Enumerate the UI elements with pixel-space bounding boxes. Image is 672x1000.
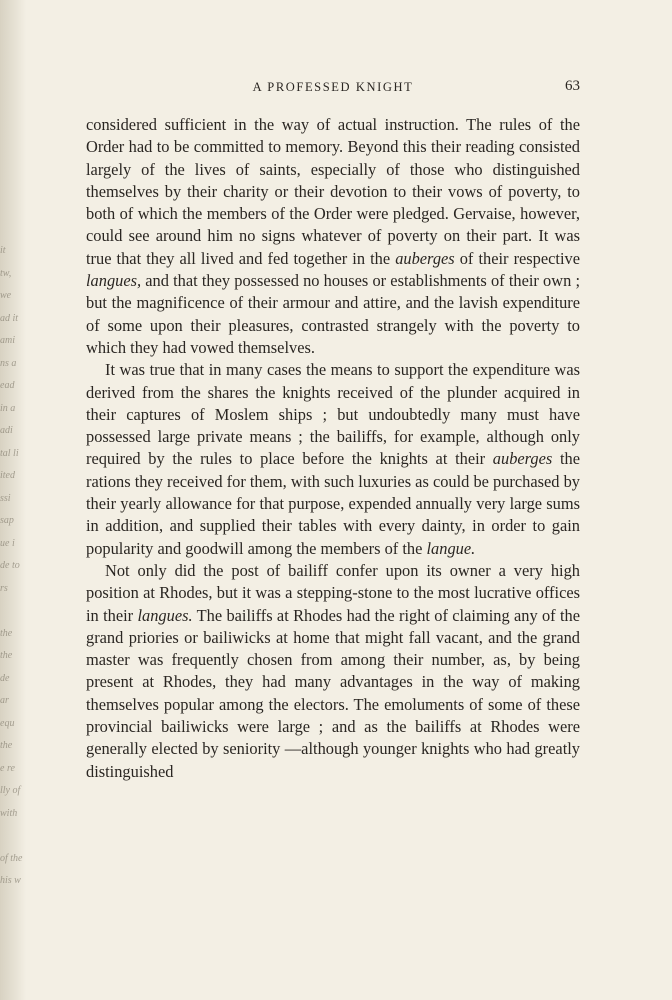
bleed-through-line: the: [0, 650, 13, 661]
bleed-through-line: the: [0, 740, 13, 751]
paragraph: [86, 114, 580, 359]
bleed-through-line: his w: [0, 875, 21, 886]
bleed-through-line: adi: [0, 425, 13, 436]
bleed-through-line: we: [0, 290, 12, 301]
bleed-through-line: ssi: [0, 492, 11, 504]
italic-term: auberges: [492, 449, 553, 469]
text-run: considered sufficient in the way of actual instruction. The rules of the Order had to be committed to memory. Beyond this their reading consisted largely of the lives of saints, especially of those who distinguished themselves by their charity or their devotion to their vows of poverty, to both of which the members of the Order were pledged. Gervaise, however, could see around him no signs whatever of poverty on their part. It was true that they all lived and fed together in the: [86, 115, 580, 268]
page-header: [86, 78, 580, 98]
italic-term: auberges: [395, 248, 455, 268]
bleed-through-line: [0, 825, 30, 848]
bleed-through-line: ar: [0, 695, 9, 706]
bleed-through-text: [0, 240, 30, 893]
text-run: It was true that in many cases the means to support the expenditure was derived from the shares the knights received of the plunder acquired in their captures of Moslem ships ; but undoubtedly many must have possessed large private means ; the bailiffs, for example, although only required by the rules to place before the knights at their: [86, 360, 580, 469]
bleed-through-line: e re: [0, 762, 15, 774]
running-title: A PROFESSED KNIGHT: [252, 80, 414, 94]
italic-term: langue.: [426, 538, 476, 558]
bleed-through-line: sap: [0, 515, 14, 526]
bleed-through-line: of the: [0, 852, 23, 864]
text-run: of their respective: [454, 248, 580, 268]
bleed-through-line: de: [0, 672, 10, 684]
paragraph: [86, 359, 580, 560]
text-run: and that they possessed no houses or establishments of their own ; but the magnificence of their armour and attire, and the lavish expenditure of some upon their pleasures, contrasted strangely with the poverty to which they had vowed themselves.: [86, 271, 580, 357]
bleed-through-line: the: [0, 627, 13, 639]
bleed-through-line: lly of: [0, 785, 21, 796]
bleed-through-line: in a: [0, 402, 16, 414]
bleed-through-line: equ: [0, 717, 15, 729]
body-text: [86, 114, 580, 783]
italic-term: langues,: [86, 271, 142, 291]
bleed-through-line: ead: [0, 380, 15, 391]
text-run: the rations they received for them, with such luxuries as could be purchased by their yearly allowance for that purpose, expended annually very large sums in addition, and supplied their tables with every dainty, in order to gain popularity and goodwill among the members of the: [86, 449, 580, 558]
bleed-through-line: ns a: [0, 357, 17, 369]
bleed-through-line: [0, 600, 30, 623]
bleed-through-line: ami: [0, 335, 15, 346]
bleed-through-line: ue i: [0, 537, 15, 549]
bleed-through-line: it: [0, 245, 6, 256]
bleed-through-line: tal li: [0, 447, 19, 459]
paragraph: [86, 560, 580, 783]
bleed-through-line: ad it: [0, 312, 19, 324]
page-number: 63: [565, 78, 580, 94]
bleed-through-line: with: [0, 807, 18, 819]
text-run: The bailiffs at Rhodes had the right of claiming any of the grand priories or bailiwicks at home that might fall vacant, and the grand master was frequently chosen from among their number, as, by being present at Rhodes, they had many advantages in the way of making themselves popular among the electors. The emoluments of some of these provincial bailiwicks were large ; and as the bailiffs at Rhodes were generally elected by seniority —although younger knights who had greatly distinguished: [86, 605, 581, 781]
text-run: Not only did the post of bailiff confer upon its owner a very high position at Rhodes, but it was a stepping-stone to the most lucrative offices in their: [86, 560, 580, 625]
bleed-through-line: rs: [0, 582, 8, 594]
italic-term: langues.: [137, 605, 193, 625]
bleed-through-line: ited: [0, 470, 15, 481]
bleed-through-line: tw,: [0, 267, 12, 279]
bleed-through-line: de to: [0, 560, 20, 571]
